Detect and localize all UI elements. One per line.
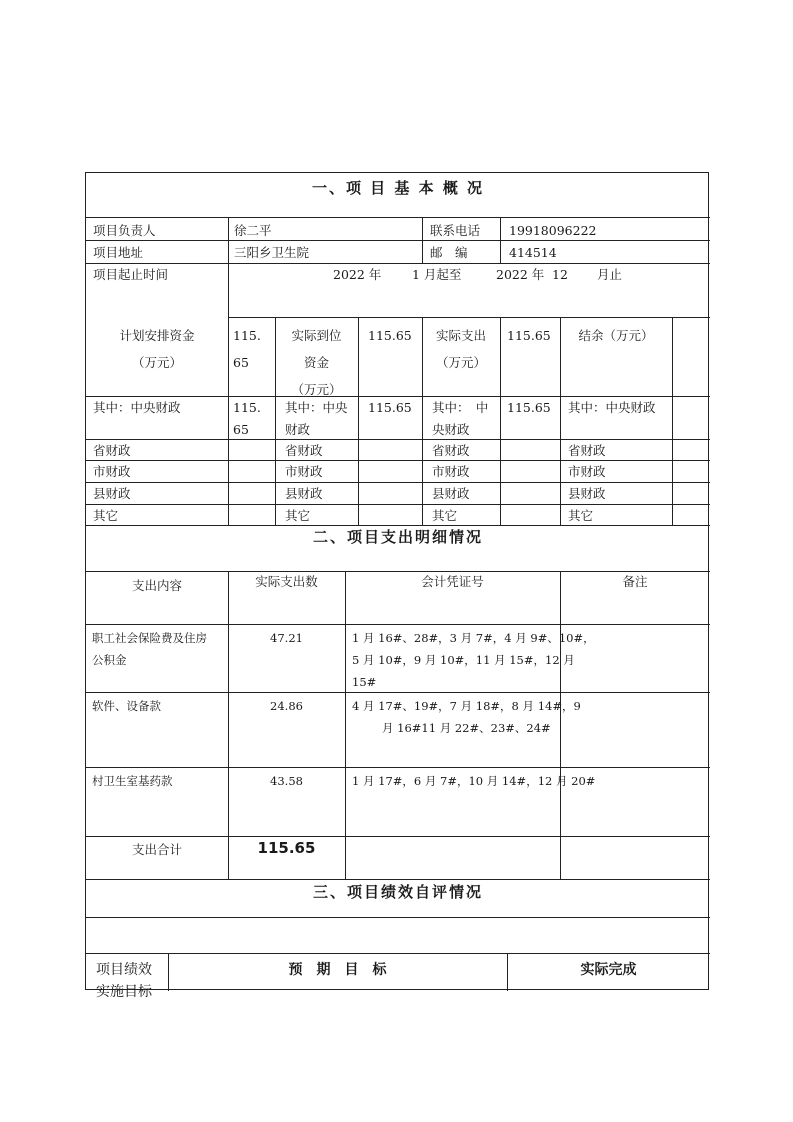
- period-start-month: 1 月起至: [412, 267, 462, 282]
- total-label: 支出合计: [131, 842, 182, 857]
- city-label-2: 市财政: [285, 464, 323, 479]
- central-label: 其中：中央财政: [93, 400, 181, 415]
- divider: [86, 217, 710, 218]
- row-content: 职工社会保险费及住房 公积金: [92, 631, 207, 667]
- other-label-2: 其它: [285, 508, 311, 523]
- actual-arrived-label: 实际到位 资金 （万元）: [291, 328, 342, 397]
- col-header-content: 支出内容: [131, 578, 182, 593]
- central-label-4: 其中：中央财政: [568, 400, 656, 415]
- section-2-title: 二、项目支出明细情况: [312, 528, 483, 546]
- province-label-2: 省财政: [285, 443, 323, 458]
- period-start-year: 2022 年: [333, 267, 382, 282]
- leader-label: 项目负责人: [93, 223, 156, 238]
- planned-funds-label: 计划安排资金 （万元）: [119, 328, 195, 370]
- other-label-3: 其它: [432, 508, 458, 523]
- postcode-label: 邮 编: [430, 245, 468, 260]
- divider: [560, 317, 561, 525]
- divider: [422, 217, 423, 263]
- balance-label: 结余（万元）: [578, 328, 654, 343]
- divider: [86, 692, 710, 693]
- central-label-2: 其中：中央 财政: [285, 400, 348, 437]
- period-label: 项目起止时间: [93, 267, 169, 282]
- period-end-month: 12: [552, 267, 568, 282]
- county-label: 县财政: [93, 486, 131, 501]
- phone-label: 联系电话: [430, 223, 481, 238]
- divider: [228, 571, 229, 879]
- expected-target-header: 预 期 目 标: [288, 962, 387, 978]
- row-amount: 47.21: [270, 631, 303, 645]
- address-label: 项目地址: [93, 245, 144, 260]
- row-amount: 24.86: [270, 699, 303, 713]
- leader-value: 徐二平: [234, 223, 272, 238]
- row-amount: 43.58: [270, 774, 303, 788]
- col-header-amount: 实际支出数: [255, 574, 318, 589]
- divider: [86, 240, 710, 241]
- central-label-3: 其中： 中 央财政: [432, 400, 489, 437]
- city-label-4: 市财政: [568, 464, 606, 479]
- postcode-value: 414514: [509, 245, 557, 260]
- divider: [86, 482, 710, 483]
- divider: [86, 836, 710, 837]
- other-label: 其它: [93, 508, 119, 523]
- performance-row-label: 项目绩效 实施目标: [96, 962, 152, 1000]
- row-voucher: 1 月 17#，6 月 7#，10 月 14#，12 月 20#: [352, 774, 596, 788]
- divider: [86, 917, 710, 918]
- county-label-2: 县财政: [285, 486, 323, 501]
- planned-funds-value: 115. 65: [233, 328, 261, 370]
- province-label-4: 省财政: [568, 443, 606, 458]
- actual-completion-header: 实际完成: [580, 962, 637, 978]
- row-content: 村卫生室基药款: [92, 774, 173, 788]
- divider: [228, 217, 229, 525]
- period-end-suffix: 月止: [597, 267, 623, 282]
- row-content: 软件、设备款: [92, 699, 161, 713]
- section-1-title: 一、项 目 基 本 概 况: [311, 179, 485, 197]
- city-label-3: 市财政: [432, 464, 470, 479]
- divider: [86, 439, 710, 440]
- divider: [86, 460, 710, 461]
- divider: [86, 953, 710, 954]
- address-value: 三阳乡卫生院: [234, 245, 310, 260]
- actual-spend-value: 115.65: [507, 328, 551, 343]
- divider: [275, 317, 276, 525]
- divider: [228, 317, 710, 318]
- divider: [86, 624, 710, 625]
- phone-value: 19918096222: [509, 223, 597, 238]
- other-label-4: 其它: [568, 508, 594, 523]
- divider: [500, 217, 501, 263]
- divider: [86, 504, 710, 505]
- divider: [86, 767, 710, 768]
- divider: [560, 571, 561, 879]
- divider: [86, 879, 710, 880]
- total-value: 115.65: [257, 839, 316, 857]
- county-label-3: 县财政: [432, 486, 470, 501]
- divider: [168, 953, 169, 991]
- divider: [507, 953, 508, 991]
- report-table: [85, 172, 709, 1000]
- col-header-voucher: 会计凭证号: [421, 574, 484, 589]
- col-header-remark: 备注: [622, 574, 648, 589]
- actual-arrived-value: 115.65: [368, 328, 412, 343]
- actual-spend-label: 实际支出 （万元）: [435, 328, 486, 370]
- county-label-4: 县财政: [568, 486, 606, 501]
- divider: [672, 317, 673, 525]
- divider: [345, 571, 346, 879]
- divider: [422, 317, 423, 525]
- row-voucher: 1 月 16#、28#，3 月 7#，4 月 9#、10#， 5 月 10#，9 月 10#，11 月 15#，12 月 15#: [352, 631, 595, 689]
- central-value: 115. 65: [233, 400, 261, 437]
- province-label: 省财政: [93, 443, 131, 458]
- divider: [358, 317, 359, 525]
- central-value-3: 115.65: [507, 400, 551, 415]
- row-voucher: 4 月 17#、19#，7 月 18#，8 月 14#，9 月 16#11 月 22#、23#、24#: [352, 699, 581, 735]
- section-3-title: 三、项目绩效自评情况: [312, 883, 483, 901]
- city-label: 市财政: [93, 464, 131, 479]
- central-value-2: 115.65: [368, 400, 412, 415]
- province-label-3: 省财政: [432, 443, 470, 458]
- period-end-year: 2022 年: [496, 267, 545, 282]
- divider: [500, 317, 501, 525]
